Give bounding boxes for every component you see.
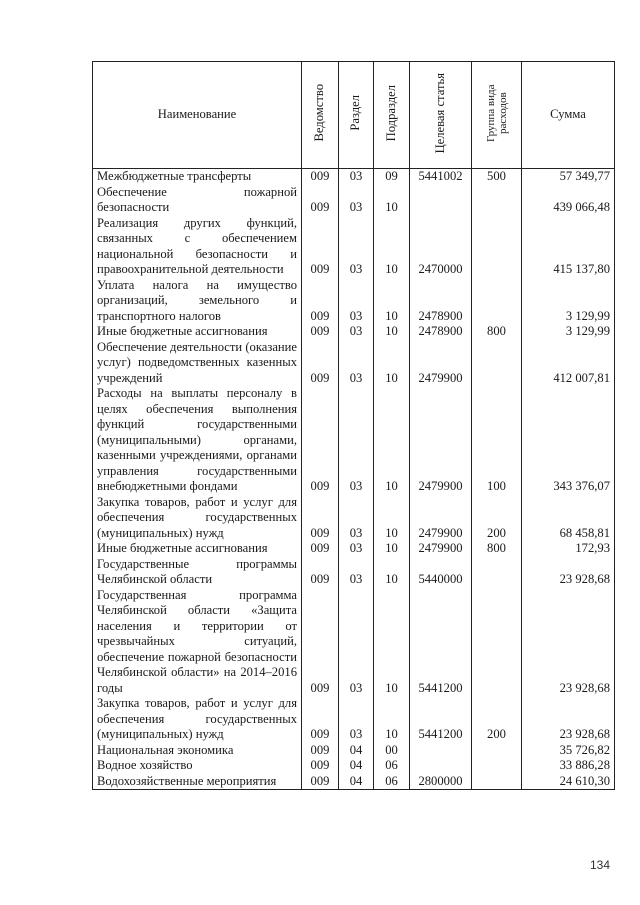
cell-summa: 24 610,30 — [522, 774, 615, 790]
cell-name: Закупка товаров, работ и услуг для обеспечения государственных (муниципальных) нужд — [93, 696, 302, 743]
cell-gruppa — [472, 216, 522, 278]
cell-podrazdel: 10 — [374, 386, 410, 495]
page-number: 134 — [590, 858, 611, 872]
cell-celevaya-statya: 2800000 — [410, 774, 472, 790]
cell-gruppa — [472, 588, 522, 697]
cell-summa: 415 137,80 — [522, 216, 615, 278]
cell-summa: 68 458,81 — [522, 495, 615, 542]
cell-podrazdel: 09 — [374, 169, 410, 185]
cell-summa: 412 007,81 — [522, 340, 615, 387]
cell-summa: 23 928,68 — [522, 557, 615, 588]
cell-podrazdel: 10 — [374, 557, 410, 588]
cell-celevaya-statya: 2479900 — [410, 386, 472, 495]
cell-celevaya-statya: 2470000 — [410, 216, 472, 278]
header-podrazdel: Подраздел — [374, 62, 410, 169]
cell-razdel: 03 — [339, 495, 374, 542]
header-name: Наименование — [93, 62, 302, 169]
cell-podrazdel: 10 — [374, 324, 410, 340]
cell-podrazdel: 06 — [374, 758, 410, 774]
cell-celevaya-statya — [410, 185, 472, 216]
table-row — [93, 169, 615, 185]
table-row — [93, 743, 615, 759]
cell-summa: 35 726,82 — [522, 743, 615, 759]
cell-podrazdel: 06 — [374, 774, 410, 790]
cell-vedomstvo: 009 — [302, 386, 339, 495]
table-row — [93, 758, 615, 774]
cell-summa: 33 886,28 — [522, 758, 615, 774]
cell-name: Национальная экономика — [93, 743, 302, 759]
table-row — [93, 541, 615, 557]
cell-razdel: 04 — [339, 774, 374, 790]
header-razdel: Раздел — [339, 62, 374, 169]
cell-name: Обеспечение деятельности (оказание услуг) подведомственных казенных учреждений — [93, 340, 302, 387]
cell-name: Водное хозяйство — [93, 758, 302, 774]
cell-vedomstvo: 009 — [302, 324, 339, 340]
cell-podrazdel: 10 — [374, 696, 410, 743]
cell-gruppa — [472, 340, 522, 387]
cell-podrazdel: 10 — [374, 185, 410, 216]
cell-summa: 23 928,68 — [522, 588, 615, 697]
table-row — [93, 557, 615, 588]
cell-gruppa — [472, 185, 522, 216]
table-body — [93, 169, 615, 790]
cell-gruppa — [472, 557, 522, 588]
cell-vedomstvo: 009 — [302, 557, 339, 588]
budget-table — [92, 61, 615, 790]
cell-name: Иные бюджетные ассигнования — [93, 324, 302, 340]
cell-vedomstvo: 009 — [302, 696, 339, 743]
cell-summa: 172,93 — [522, 541, 615, 557]
table-row — [93, 495, 615, 542]
cell-celevaya-statya: 5440000 — [410, 557, 472, 588]
cell-razdel: 03 — [339, 278, 374, 325]
table-row — [93, 588, 615, 697]
cell-razdel: 03 — [339, 185, 374, 216]
cell-razdel: 04 — [339, 743, 374, 759]
table-row — [93, 185, 615, 216]
cell-celevaya-statya: 5441200 — [410, 588, 472, 697]
cell-name: Государственные программы Челябинской области — [93, 557, 302, 588]
cell-name: Иные бюджетные ассигнования — [93, 541, 302, 557]
cell-gruppa: 200 — [472, 495, 522, 542]
cell-vedomstvo: 009 — [302, 340, 339, 387]
cell-celevaya-statya — [410, 743, 472, 759]
cell-razdel: 03 — [339, 216, 374, 278]
cell-razdel: 03 — [339, 169, 374, 185]
cell-podrazdel: 10 — [374, 495, 410, 542]
cell-vedomstvo: 009 — [302, 169, 339, 185]
cell-summa: 23 928,68 — [522, 696, 615, 743]
cell-gruppa: 100 — [472, 386, 522, 495]
cell-celevaya-statya: 5441200 — [410, 696, 472, 743]
cell-razdel: 04 — [339, 758, 374, 774]
cell-vedomstvo: 009 — [302, 278, 339, 325]
cell-vedomstvo: 009 — [302, 216, 339, 278]
cell-podrazdel: 00 — [374, 743, 410, 759]
header-vedomstvo: Ведомство — [302, 62, 339, 169]
header-gruppa-vida-rashodov: Группа вида расходов — [472, 62, 522, 169]
header-celevaya-statya: Целевая статья — [410, 62, 472, 169]
cell-name: Реализация других функций, связанных с обеспечением национальной безопасности и правоохранительной деятельности — [93, 216, 302, 278]
cell-razdel: 03 — [339, 696, 374, 743]
cell-gruppa — [472, 743, 522, 759]
cell-razdel: 03 — [339, 386, 374, 495]
cell-vedomstvo: 009 — [302, 541, 339, 557]
cell-name: Межбюджетные трансферты — [93, 169, 302, 185]
cell-gruppa: 800 — [472, 541, 522, 557]
cell-name: Расходы на выплаты персоналу в целях обеспечения выполнения функций государственными (муниципальными) органами, казенными учреждениями, органами управления государственными внебюджетными фондами — [93, 386, 302, 495]
cell-vedomstvo: 009 — [302, 743, 339, 759]
table-row — [93, 696, 615, 743]
cell-gruppa: 200 — [472, 696, 522, 743]
cell-name: Обеспечение пожарной безопасности — [93, 185, 302, 216]
cell-summa: 3 129,99 — [522, 278, 615, 325]
cell-vedomstvo: 009 — [302, 185, 339, 216]
cell-vedomstvo: 009 — [302, 495, 339, 542]
cell-celevaya-statya — [410, 758, 472, 774]
cell-podrazdel: 10 — [374, 216, 410, 278]
cell-gruppa: 500 — [472, 169, 522, 185]
table-header-row — [93, 62, 615, 169]
header-summa: Сумма — [522, 62, 615, 169]
cell-celevaya-statya: 2478900 — [410, 324, 472, 340]
table-row — [93, 278, 615, 325]
table-row — [93, 774, 615, 790]
cell-vedomstvo: 009 — [302, 758, 339, 774]
cell-vedomstvo: 009 — [302, 588, 339, 697]
cell-podrazdel: 10 — [374, 541, 410, 557]
cell-name: Государственная программа Челябинской области «Защита населения и территории от чрезвычайных ситуаций, обеспечение пожарной безопасности Челябинской области» на 2014–2016 годы — [93, 588, 302, 697]
cell-razdel: 03 — [339, 340, 374, 387]
cell-name: Закупка товаров, работ и услуг для обеспечения государственных (муниципальных) нужд — [93, 495, 302, 542]
cell-vedomstvo: 009 — [302, 774, 339, 790]
cell-celevaya-statya: 2478900 — [410, 278, 472, 325]
cell-razdel: 03 — [339, 557, 374, 588]
cell-podrazdel: 10 — [374, 278, 410, 325]
cell-celevaya-statya: 2479900 — [410, 541, 472, 557]
cell-summa: 57 349,77 — [522, 169, 615, 185]
cell-razdel: 03 — [339, 324, 374, 340]
cell-gruppa — [472, 774, 522, 790]
cell-podrazdel: 10 — [374, 340, 410, 387]
table-row — [93, 216, 615, 278]
cell-gruppa: 800 — [472, 324, 522, 340]
cell-name: Уплата налога на имущество организаций, земельного и транспортного налогов — [93, 278, 302, 325]
cell-summa: 343 376,07 — [522, 386, 615, 495]
table-row — [93, 386, 615, 495]
table-row — [93, 340, 615, 387]
cell-celevaya-statya: 2479900 — [410, 495, 472, 542]
cell-name: Водохозяйственные мероприятия — [93, 774, 302, 790]
cell-celevaya-statya: 5441002 — [410, 169, 472, 185]
cell-gruppa — [472, 758, 522, 774]
table-row — [93, 324, 615, 340]
cell-razdel: 03 — [339, 541, 374, 557]
cell-razdel: 03 — [339, 588, 374, 697]
cell-summa: 439 066,48 — [522, 185, 615, 216]
cell-gruppa — [472, 278, 522, 325]
cell-celevaya-statya: 2479900 — [410, 340, 472, 387]
cell-podrazdel: 10 — [374, 588, 410, 697]
cell-summa: 3 129,99 — [522, 324, 615, 340]
